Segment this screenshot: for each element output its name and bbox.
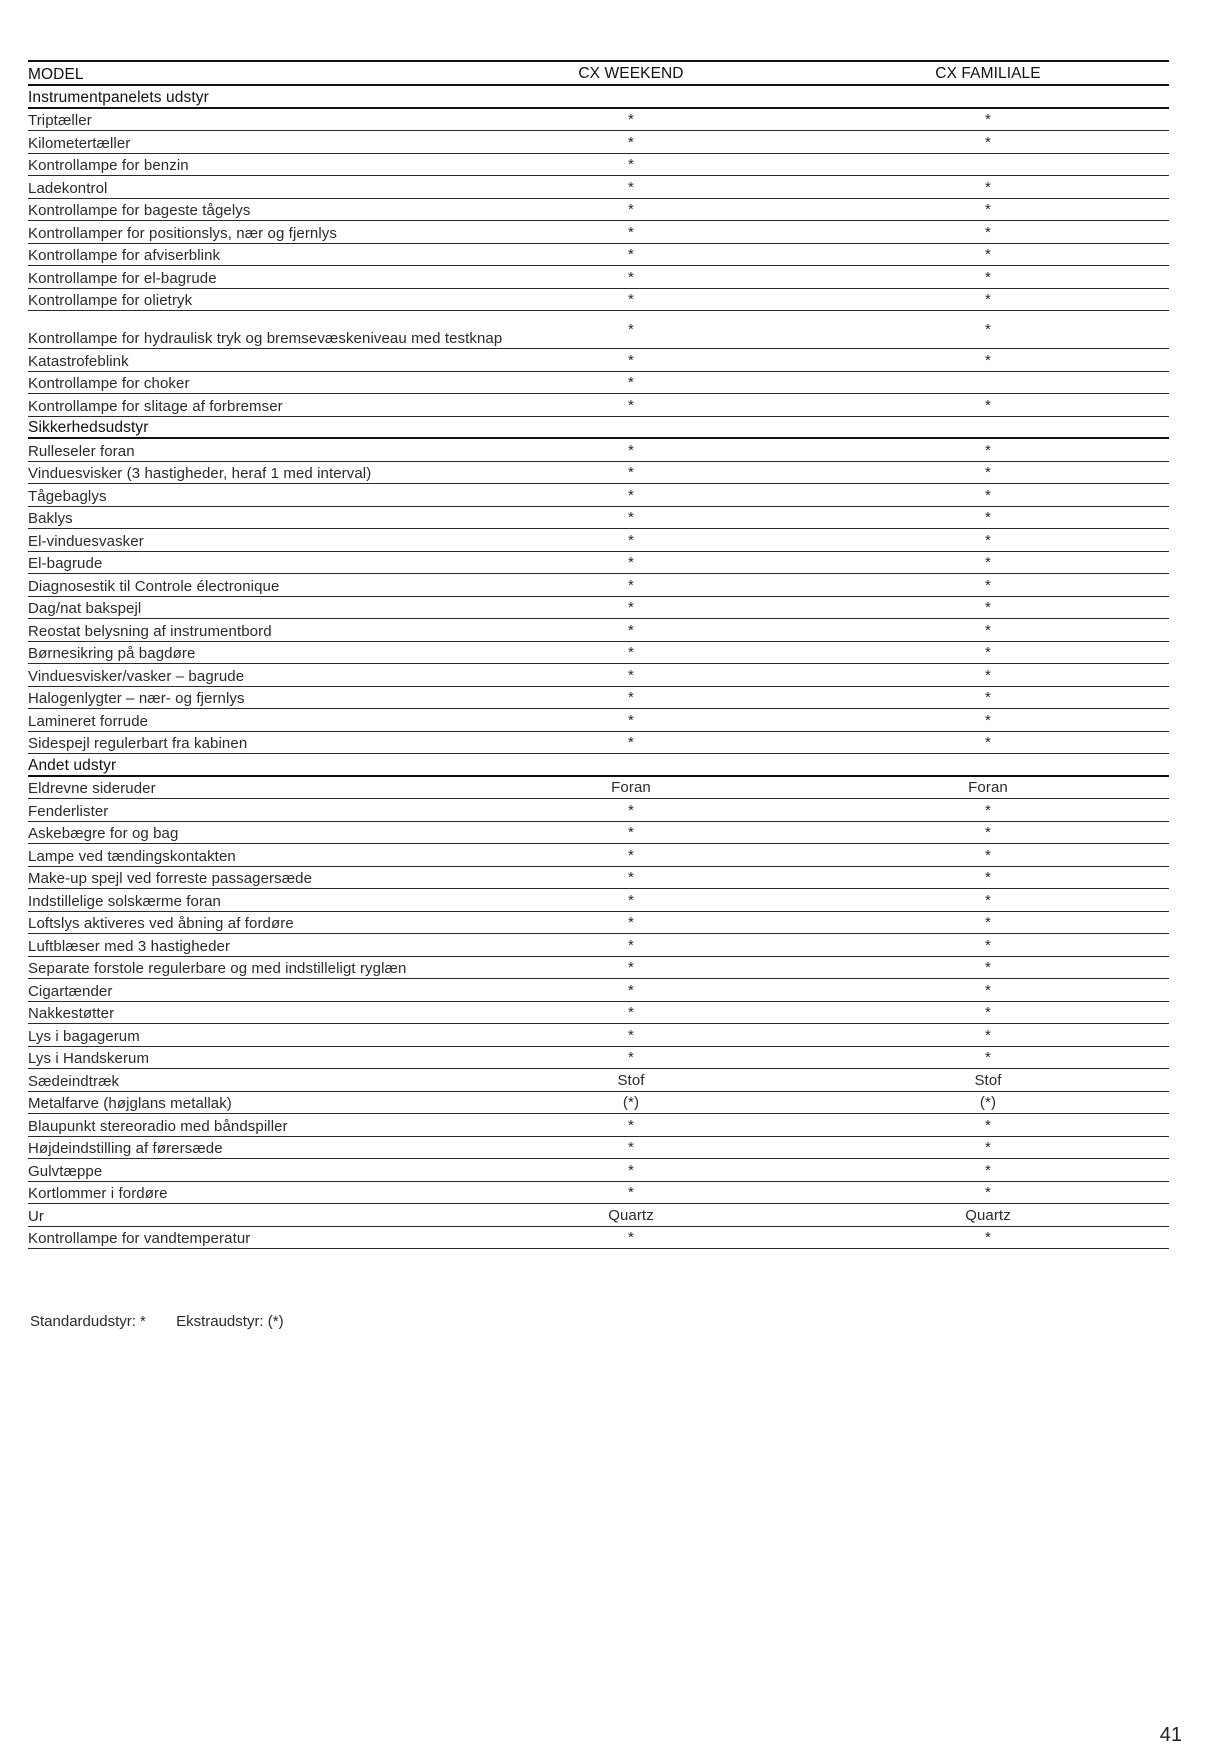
cx-familiale-value: * <box>985 1026 991 1044</box>
cx-weekend-value: * <box>628 801 634 819</box>
cx-familiale-value: * <box>985 914 991 931</box>
cx-familiale-value: (*) <box>979 1094 997 1111</box>
row-label: Askebægre for og bag <box>28 825 179 842</box>
table-row <box>28 221 1169 244</box>
row-label: Ladekontrol <box>28 179 108 197</box>
table-row <box>28 912 1169 935</box>
cx-weekend-value: * <box>628 1139 634 1156</box>
cx-familiale-value: * <box>985 486 991 504</box>
header-model: MODEL <box>28 66 84 83</box>
legend-extra: Ekstraudstyr: (*) <box>176 1313 284 1330</box>
legend-standard: Standardudstyr: * <box>30 1313 146 1330</box>
table-row <box>28 799 1169 822</box>
cx-weekend-value: * <box>628 156 634 173</box>
table-row <box>28 1092 1169 1115</box>
row-label: Kontrollampe for olietryk <box>28 292 193 309</box>
cx-weekend-value: * <box>628 846 634 864</box>
cx-familiale-value: Quartz <box>965 1206 1011 1224</box>
cx-familiale-value: Stof <box>974 1071 1002 1089</box>
cx-weekend-value: * <box>628 464 634 481</box>
table-row <box>28 552 1169 575</box>
cx-familiale-value: * <box>985 1139 991 1156</box>
table-row <box>28 1204 1169 1227</box>
cx-familiale-value: * <box>985 891 991 909</box>
table-row <box>28 1024 1169 1047</box>
table-row <box>28 1002 1169 1025</box>
table-row <box>28 244 1169 267</box>
row-label: El-bagrude <box>28 555 103 572</box>
cx-familiale-value: * <box>985 441 991 459</box>
cx-weekend-value: * <box>628 554 634 571</box>
table-row <box>28 176 1169 199</box>
row-label: Kontrollampe for el-bagrude <box>28 269 217 287</box>
cx-weekend-value: * <box>628 576 634 594</box>
row-label: Luftblæser med 3 hastigheder <box>28 937 231 955</box>
cx-weekend-value: * <box>628 351 634 369</box>
cx-familiale-value: * <box>985 711 991 729</box>
row-label: Lamineret forrude <box>28 712 149 730</box>
cx-weekend-value: * <box>628 959 634 976</box>
cx-weekend-value: * <box>628 621 634 639</box>
section-title: Instrumentpanelets udstyr <box>28 88 209 106</box>
cx-familiale-value: * <box>985 178 991 196</box>
cx-weekend-value: * <box>628 441 634 459</box>
cx-familiale-value: * <box>985 351 991 369</box>
cx-weekend-value: * <box>628 711 634 729</box>
cx-familiale-value: * <box>985 959 991 976</box>
table-row <box>28 462 1169 485</box>
cx-familiale-value: * <box>985 981 991 999</box>
cx-familiale-value: * <box>985 644 991 661</box>
table-row <box>28 507 1169 530</box>
table-row <box>28 529 1169 552</box>
cx-weekend-value: * <box>628 891 634 909</box>
cx-weekend-value: * <box>628 599 634 616</box>
cx-weekend-value: * <box>628 223 634 241</box>
cx-weekend-value: * <box>628 1184 634 1201</box>
row-label: Tågebaglys <box>28 487 107 505</box>
section-header-row <box>28 417 1169 440</box>
row-label: Lys i bagagerum <box>28 1027 140 1045</box>
cx-familiale-value: * <box>985 666 991 684</box>
row-label: Halogenlygter – nær- og fjernlys <box>28 690 245 707</box>
cx-weekend-value: * <box>628 133 634 151</box>
row-label: Gulvtæppe <box>28 1162 103 1180</box>
cx-familiale-value: * <box>985 824 991 841</box>
cx-weekend-value: * <box>628 689 634 706</box>
cx-familiale-value: * <box>985 801 991 819</box>
equipment-spec-table <box>28 60 1169 1249</box>
table-row <box>28 439 1169 462</box>
header-cx-familiale: CX FAMILIALE <box>935 65 1041 82</box>
row-label: Make-up spejl ved forreste passagersæde <box>28 870 313 887</box>
cx-familiale-value: * <box>985 734 991 751</box>
section-title: Sikkerhedsudstyr <box>28 419 149 436</box>
cx-weekend-value: * <box>628 824 634 841</box>
table-row <box>28 1227 1169 1250</box>
cx-familiale-value: * <box>985 621 991 639</box>
table-row <box>28 154 1169 177</box>
table-row <box>28 1137 1169 1160</box>
row-label: Kontrollampe for benzin <box>28 157 189 174</box>
row-label: Reostat belysning af instrumentbord <box>28 622 272 640</box>
table-row <box>28 709 1169 732</box>
table-row <box>28 1047 1169 1070</box>
table-row <box>28 131 1169 154</box>
cx-familiale-value: * <box>985 133 991 151</box>
row-label: Dag/nat bakspejl <box>28 600 142 617</box>
row-label: Loftslys aktiveres ved åbning af fordøre <box>28 915 294 932</box>
cx-weekend-value: * <box>628 246 634 263</box>
row-label: Kontrollampe for bageste tågelys <box>28 202 251 219</box>
cx-familiale-value: * <box>985 531 991 549</box>
table-row <box>28 957 1169 980</box>
table-row <box>28 934 1169 957</box>
cx-familiale-value: * <box>985 936 991 954</box>
table-row <box>28 867 1169 890</box>
table-row <box>28 349 1169 372</box>
table-row <box>28 1069 1169 1092</box>
row-label: Fenderlister <box>28 802 109 820</box>
row-label: Sidespejl regulerbart fra kabinen <box>28 735 248 752</box>
cx-weekend-value: * <box>628 268 634 286</box>
cx-familiale-value: * <box>985 201 991 218</box>
cx-familiale-value: * <box>985 246 991 263</box>
cx-familiale-value: * <box>985 223 991 241</box>
cx-weekend-value: * <box>628 531 634 549</box>
row-label: Børnesikring på bagdøre <box>28 645 196 662</box>
table-row <box>28 889 1169 912</box>
row-label: Kontrollampe for choker <box>28 375 190 392</box>
row-label: Vinduesvisker/vasker – bagrude <box>28 667 245 685</box>
row-label: Højdeindstilling af førersæde <box>28 1140 223 1157</box>
row-label: Eldrevne sideruder <box>28 780 156 797</box>
table-row <box>28 266 1169 289</box>
row-label: El-vinduesvasker <box>28 532 144 550</box>
row-label: Kilometertæller <box>28 134 131 152</box>
row-label: Katastrofeblink <box>28 352 129 370</box>
cx-familiale-value: * <box>985 1161 991 1179</box>
cx-weekend-value: * <box>628 1026 634 1044</box>
cx-familiale-value: * <box>985 1049 991 1066</box>
section-header-row <box>28 86 1169 109</box>
row-label: Lampe ved tændingskontakten <box>28 847 236 865</box>
cx-weekend-value: * <box>628 1049 634 1066</box>
cx-weekend-value: * <box>628 981 634 999</box>
cx-weekend-value: * <box>628 291 634 308</box>
cx-familiale-value: * <box>985 464 991 481</box>
cx-weekend-value: Stof <box>617 1071 645 1089</box>
cx-familiale-value: * <box>985 291 991 308</box>
row-label: Indstillelige solskærme foran <box>28 892 221 910</box>
row-label: Nakkestøtter <box>28 1005 115 1022</box>
table-row <box>28 979 1169 1002</box>
table-row <box>28 311 1169 349</box>
row-label: Kontrollamper for positionslys, nær og fjernlys <box>28 224 337 242</box>
cx-familiale-value: * <box>985 869 991 886</box>
cx-familiale-value: * <box>985 321 991 338</box>
cx-weekend-value: * <box>628 486 634 504</box>
row-label: Kontrollampe for vandtemperatur <box>28 1230 251 1247</box>
cx-weekend-value: * <box>628 201 634 218</box>
cx-familiale-value: * <box>985 554 991 571</box>
cx-weekend-value: Foran <box>611 779 651 796</box>
table-row <box>28 1182 1169 1205</box>
table-row <box>28 199 1169 222</box>
row-label: Rulleseler foran <box>28 442 135 460</box>
row-label: Blaupunkt stereoradio med båndspiller <box>28 1117 288 1135</box>
table-row <box>28 597 1169 620</box>
cx-weekend-value: * <box>628 1229 634 1246</box>
section-title: Andet udstyr <box>28 756 117 774</box>
cx-weekend-value: * <box>628 936 634 954</box>
table-row <box>28 1114 1169 1137</box>
table-row <box>28 642 1169 665</box>
row-label: Metalfarve (højglans metallak) <box>28 1095 232 1112</box>
cx-familiale-value: * <box>985 1184 991 1201</box>
cx-weekend-value: * <box>628 869 634 886</box>
cx-weekend-value: * <box>628 178 634 196</box>
table-row <box>28 732 1169 755</box>
row-label: Vinduesvisker (3 hastigheder, heraf 1 med interval) <box>28 465 372 482</box>
header-cx-weekend: CX WEEKEND <box>578 65 684 82</box>
cx-familiale-value: * <box>985 689 991 706</box>
row-label: Baklys <box>28 510 73 527</box>
row-label: Lys i Handskerum <box>28 1050 150 1067</box>
page-number: 41 <box>1159 1724 1182 1746</box>
cx-weekend-value: * <box>628 111 634 128</box>
table-row <box>28 484 1169 507</box>
cx-familiale-value: * <box>985 396 991 414</box>
cx-weekend-value: * <box>628 1161 634 1179</box>
table-row <box>28 687 1169 710</box>
row-label: Diagnosestik til Controle électronique <box>28 577 280 595</box>
table-header-row <box>28 62 1169 86</box>
cx-weekend-value: * <box>628 321 634 338</box>
table-row <box>28 109 1169 132</box>
row-label: Separate forstole regulerbare og med indstilleligt ryglæn <box>28 960 407 977</box>
table-row <box>28 574 1169 597</box>
cx-weekend-value: * <box>628 666 634 684</box>
cx-familiale-value: * <box>985 509 991 526</box>
cx-weekend-value: * <box>628 644 634 661</box>
row-label: Triptæller <box>28 112 92 129</box>
cx-weekend-value: * <box>628 509 634 526</box>
cx-familiale-value: * <box>985 268 991 286</box>
table-row <box>28 822 1169 845</box>
row-label: Kortlommer i fordøre <box>28 1185 168 1202</box>
cx-familiale-value: * <box>985 111 991 128</box>
row-label: Ur <box>28 1207 45 1225</box>
cx-weekend-value: * <box>628 1116 634 1134</box>
row-label: Sædeindtræk <box>28 1072 120 1090</box>
row-label: Kontrollampe for afviserblink <box>28 247 221 264</box>
legend <box>30 1313 310 1330</box>
cx-familiale-value: * <box>985 846 991 864</box>
cx-familiale-value: * <box>985 599 991 616</box>
row-label: Cigartænder <box>28 982 113 1000</box>
table-row <box>28 394 1169 417</box>
cx-weekend-value: * <box>628 914 634 931</box>
table-row <box>28 777 1169 800</box>
table-row <box>28 372 1169 395</box>
row-label: Kontrollampe for hydraulisk tryk og bremsevæskeniveau med testknap <box>28 330 503 347</box>
cx-weekend-value: (*) <box>622 1094 640 1111</box>
cx-familiale-value: * <box>985 1229 991 1246</box>
row-label: Kontrollampe for slitage af forbremser <box>28 397 283 415</box>
cx-weekend-value: Quartz <box>608 1206 654 1224</box>
table-row <box>28 289 1169 312</box>
cx-weekend-value: * <box>628 1004 634 1021</box>
table-row <box>28 619 1169 642</box>
section-header-row <box>28 754 1169 777</box>
cx-weekend-value: * <box>628 374 634 391</box>
table-row <box>28 1159 1169 1182</box>
table-row <box>28 664 1169 687</box>
cx-weekend-value: * <box>628 396 634 414</box>
cx-familiale-value: * <box>985 576 991 594</box>
cx-familiale-value: * <box>985 1116 991 1134</box>
cx-familiale-value: Foran <box>968 779 1008 796</box>
cx-weekend-value: * <box>628 734 634 751</box>
table-row <box>28 844 1169 867</box>
cx-familiale-value: * <box>985 1004 991 1021</box>
